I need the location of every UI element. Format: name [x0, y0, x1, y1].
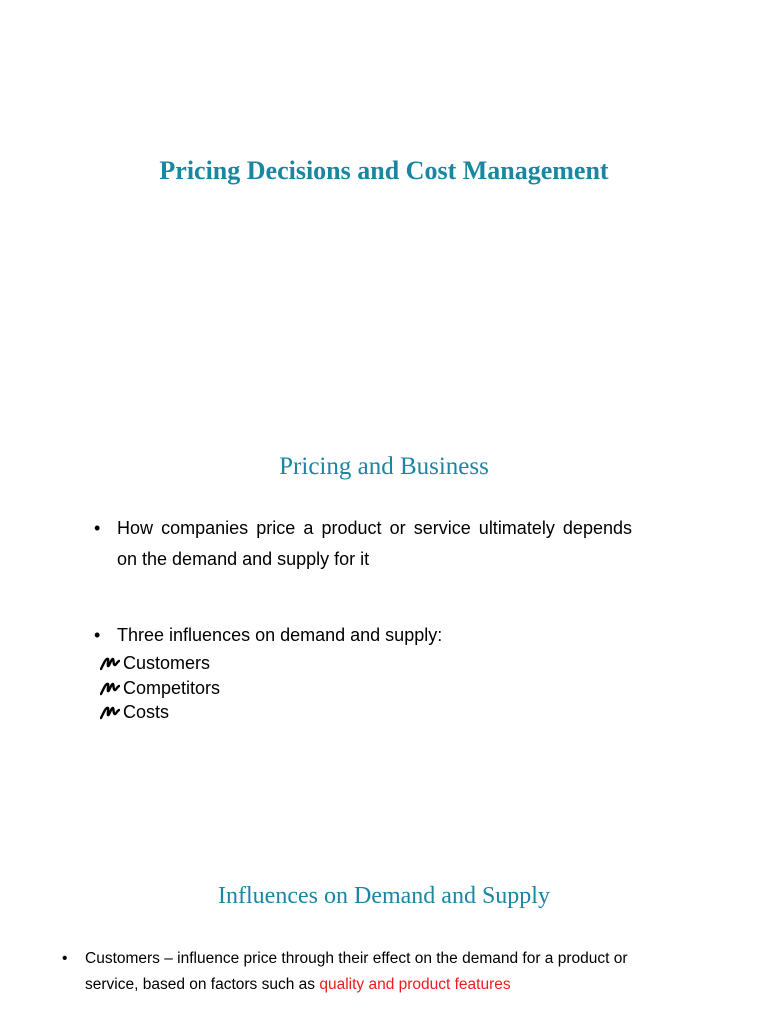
list-item-label: Costs [123, 702, 170, 722]
bullet-marker: • [62, 950, 68, 967]
bullet-marker: • [94, 625, 101, 645]
list-item [100, 700, 220, 725]
bullet-text: How companies price a product or service ultimately depends on the demand and supply for it [117, 518, 632, 569]
page-title: Pricing Decisions and Cost Management [159, 156, 609, 185]
script-arrow-icon [100, 655, 120, 671]
highlighted-text: quality and product features [319, 976, 511, 993]
bullet-text: Customers – influence price through their effect on the demand for a product or service, based on factors such as [85, 950, 628, 993]
bullet-marker: • [94, 518, 101, 538]
bullet-text-wrapper [85, 946, 642, 998]
bullet-item [94, 620, 632, 651]
list-item [100, 676, 220, 701]
influences-list [100, 651, 220, 725]
script-arrow-icon [100, 680, 120, 696]
script-arrow-icon [100, 704, 120, 720]
bullet-text: Three influences on demand and supply: [117, 625, 443, 645]
bullet-item [62, 946, 642, 998]
section-heading-influences: Influences on Demand and Supply [218, 883, 550, 909]
bullet-item [94, 513, 632, 575]
list-item [100, 651, 220, 676]
list-item-label: Customers [123, 653, 211, 673]
list-item-label: Competitors [123, 677, 221, 698]
section-heading-pricing-and-business: Pricing and Business [279, 453, 489, 480]
